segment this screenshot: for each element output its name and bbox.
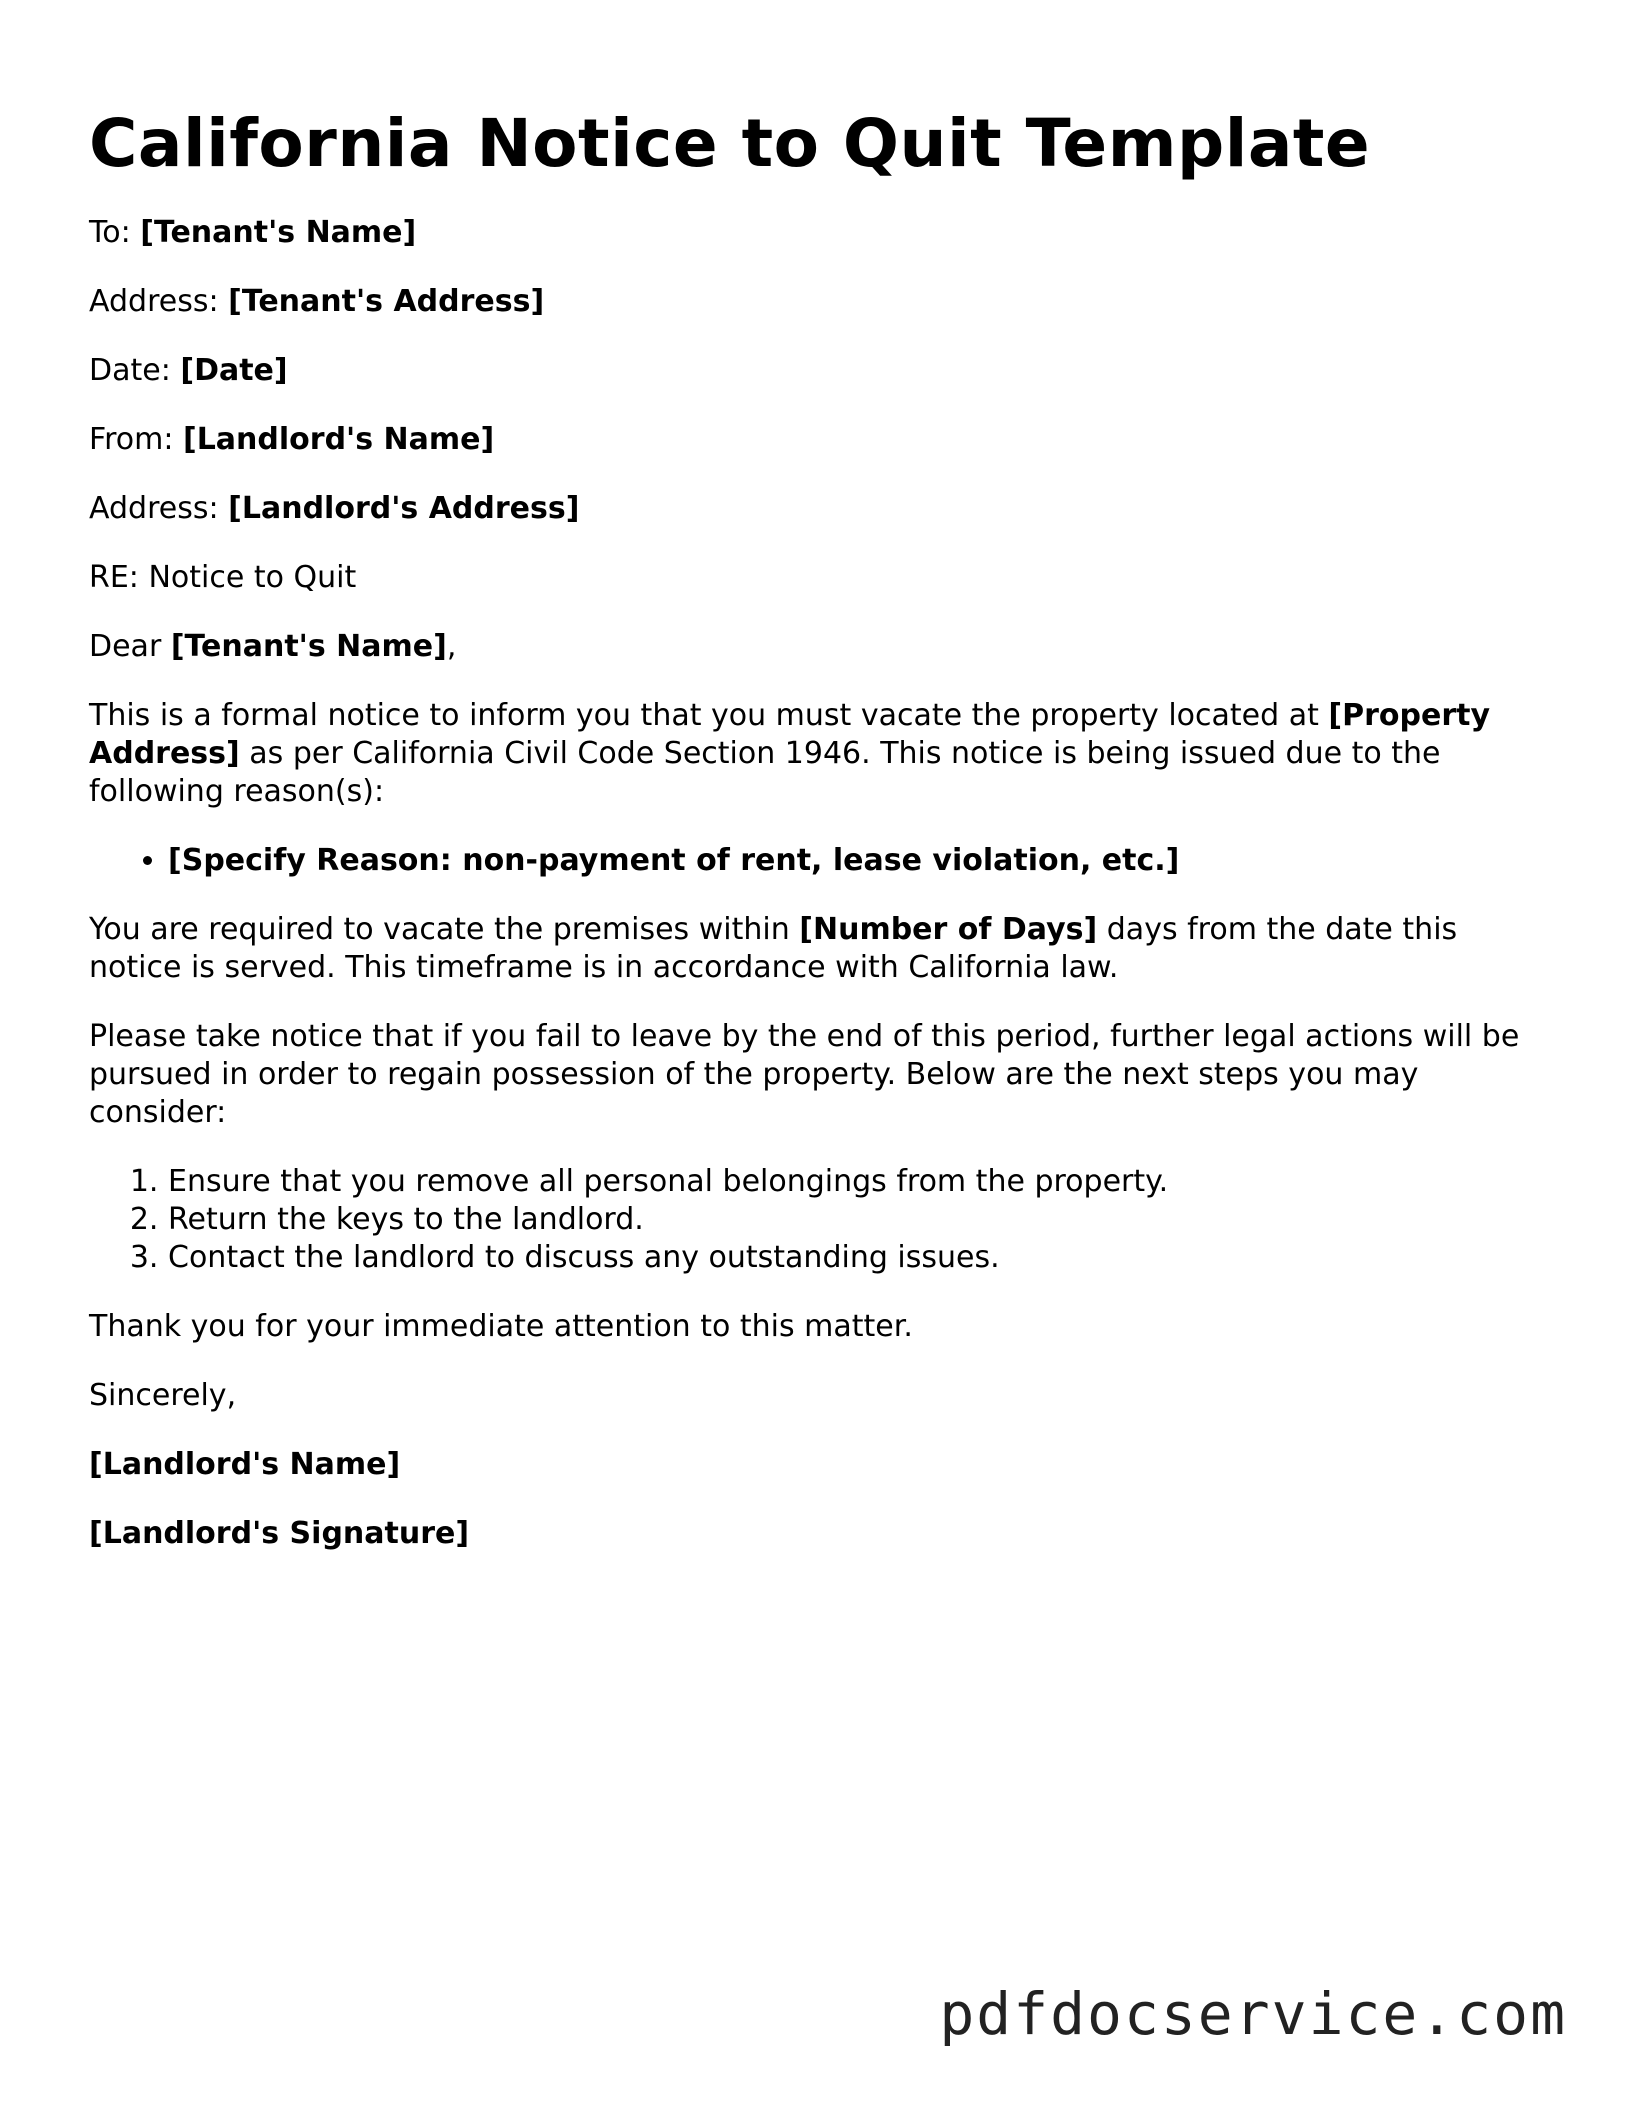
number-of-days: [Number of Days] — [799, 912, 1098, 947]
paragraph-consequences: Please take notice that if you fail to leave by the end of this period, further legal actions will be pursued in order to regain possession of the property. Below are the next steps you may consider: — [89, 1019, 1520, 1130]
salutation — [89, 628, 1549, 666]
paragraph-notice-part2: as per California Civil Code Section 1946. This notice is being issued due to the following reason(s): — [89, 736, 1441, 809]
landlord-address-label: Address: — [89, 491, 219, 526]
list-item: 1. Ensure that you remove all personal belongings from the property. — [168, 1163, 1549, 1201]
paragraph-notice-part1: This is a formal notice to inform you that you must vacate the property located at — [89, 698, 1319, 733]
to-label: To: — [89, 215, 131, 250]
salutation-name: [Tenant's Name] — [170, 629, 447, 664]
from-label: From: — [89, 422, 174, 457]
re-line: RE: Notice to Quit — [89, 560, 357, 595]
to-value: [Tenant's Name] — [140, 215, 417, 250]
list-item: 3. Contact the landlord to discuss any outstanding issues. — [168, 1239, 1549, 1277]
tenant-address-label: Address: — [89, 284, 219, 319]
document-title: California Notice to Quit Template — [89, 105, 1371, 182]
date-label: Date: — [89, 353, 171, 388]
property-address: [Property Address] — [89, 698, 1491, 771]
landlord-address-value: [Landlord's Address] — [228, 491, 580, 526]
to-line — [89, 214, 1549, 252]
paragraph-timeframe-part2: days from the date this notice is served. This timeframe is in accordance with California law. — [89, 912, 1458, 985]
list-item — [168, 842, 1549, 880]
signature-line: [Landlord's Signature] — [89, 1516, 470, 1551]
tenant-address-line — [89, 283, 1549, 321]
document-page — [89, 104, 1549, 1584]
paragraph-timeframe-part1: You are required to vacate the premises within — [89, 912, 790, 947]
signature-name: [Landlord's Name] — [89, 1447, 401, 1482]
reason-text: [Specify Reason: non-payment of rent, lease violation, etc.] — [168, 843, 1180, 878]
closing-line: Thank you for your immediate attention to this matter. — [89, 1309, 913, 1344]
steps-list — [89, 1163, 1549, 1277]
landlord-address-line — [89, 490, 1549, 528]
salutation-prefix: Dear — [89, 629, 162, 664]
from-value: [Landlord's Name] — [182, 422, 495, 457]
paragraph-timeframe — [89, 911, 1549, 987]
date-line — [89, 352, 1549, 390]
date-value: [Date] — [180, 353, 288, 388]
reasons-list — [89, 842, 1549, 880]
tenant-address-value: [Tenant's Address] — [228, 284, 545, 319]
list-item: 2. Return the keys to the landlord. — [168, 1201, 1549, 1239]
paragraph-notice — [89, 697, 1549, 811]
salutation-suffix: , — [446, 629, 457, 664]
from-line — [89, 421, 1549, 459]
sign-off: Sincerely, — [89, 1378, 237, 1413]
watermark: pdfdocservice.com — [939, 1980, 1567, 2048]
